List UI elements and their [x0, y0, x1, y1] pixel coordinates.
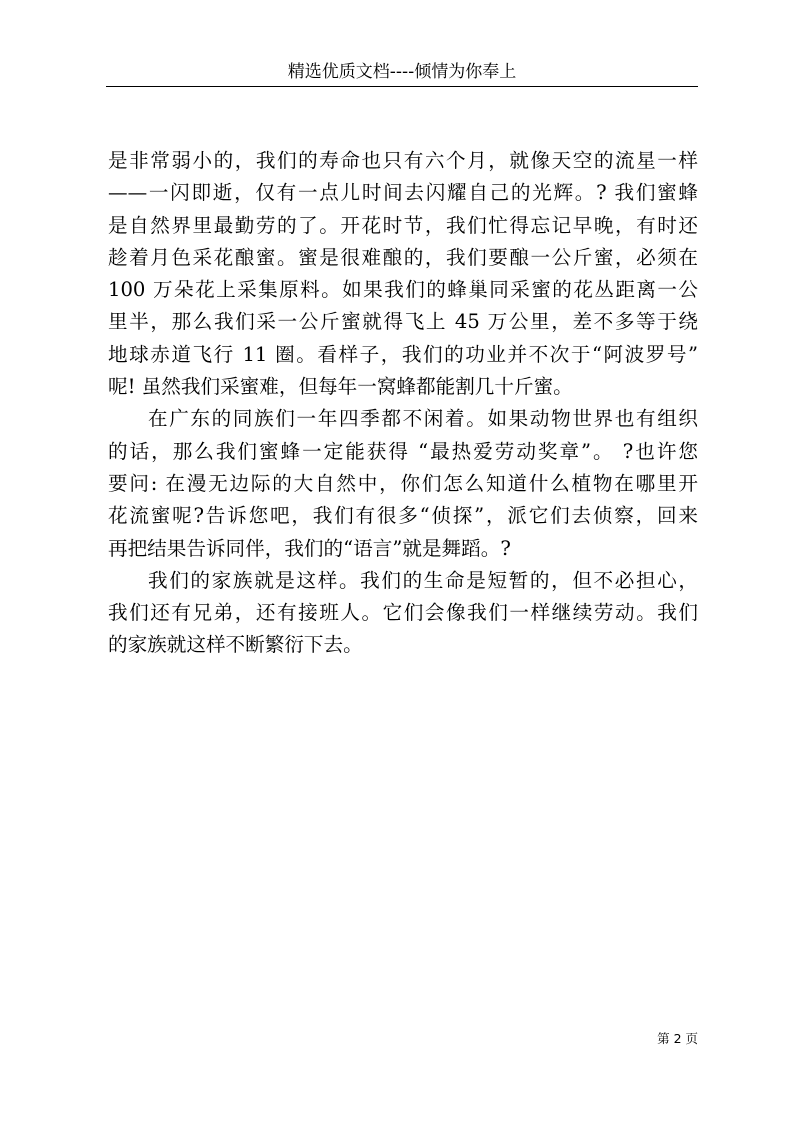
text-line: 再把结果告诉同伴，我们的“语言”就是舞蹈。?: [108, 536, 511, 560]
text-line: 的话，那么我们蜜蜂一定能获得 “最热爱劳动奖章”。 ?也许您: [108, 439, 698, 463]
header-divider: [106, 86, 698, 87]
text-line: 的家族就这样不断繁衍下去。: [108, 633, 363, 657]
text-line: 是非常弱小的，我们的寿命也只有六个月，就像天空的流星一样: [108, 149, 698, 172]
text-line: 我们还有兄弟，还有接班人。它们会像我们一样继续劳动。我们: [108, 601, 698, 625]
text-line: 花流蜜呢?告诉您吧，我们有很多“侦探”，派它们去侦察，回来: [108, 504, 698, 528]
text-line: 我们的家族就是这样。我们的生命是短暂的，但不必担心，: [148, 568, 698, 592]
text-line: 是自然界里最勤劳的了。开花时节，我们忙得忘记早晚，有时还: [108, 213, 698, 237]
text-line: 在广东的同族们一年四季都不闲着。如果动物世界也有组织: [148, 407, 698, 431]
text-line: 要问: 在漫无边际的大自然中，你们怎么知道什么植物在哪里开: [108, 471, 698, 495]
text-line: ——一闪即逝，仅有一点儿时间去闪耀自己的光辉。? 我们蜜蜂: [108, 181, 698, 205]
text-line: 呢! 虽然我们采蜜难，但每年一窝蜂都能割几十斤蜜。: [108, 375, 573, 399]
text-line: 趁着月色采花酿蜜。蜜是很难酿的，我们要酿一公斤蜜，必须在: [108, 245, 698, 269]
document-body: [108, 145, 698, 662]
text-line: 100 万朵花上采集原料。如果我们的蜂巢同采蜜的花丛距离一公: [108, 278, 698, 302]
text-line: 地球赤道飞行 11 圈。看样子，我们的功业并不次于“阿波罗号”: [108, 342, 698, 366]
text-line: 里半，那么我们采一公斤蜜就得飞上 45 万公里，差不多等于绕: [108, 310, 698, 334]
page-header: 精选优质文档----倾情为你奉上: [287, 62, 517, 82]
page-number: 第 2 页: [657, 1031, 698, 1046]
